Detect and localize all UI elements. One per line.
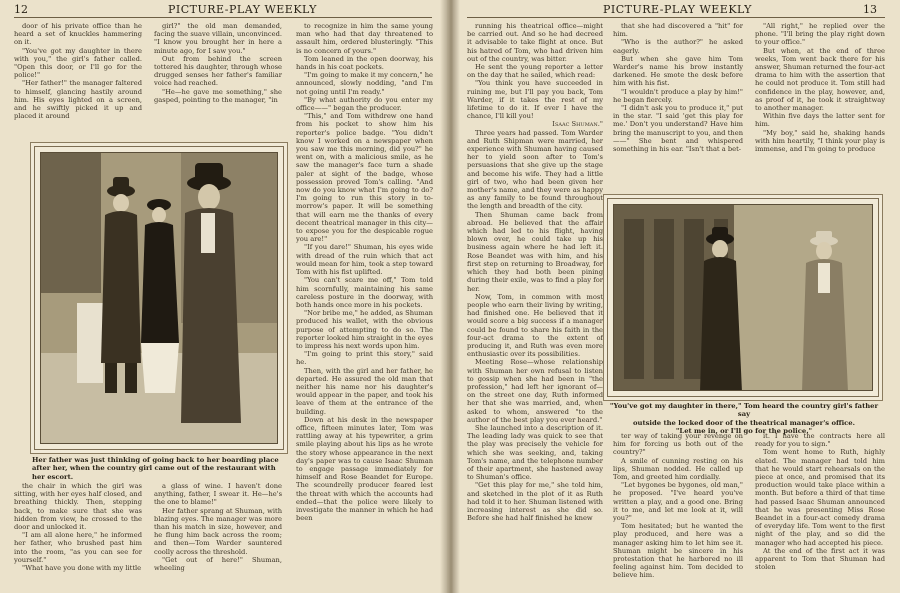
right-page-number: 13 — [863, 3, 877, 16]
left-page — [0, 0, 447, 593]
street-scene-image — [41, 153, 278, 444]
paragraph: "Her father!" the manager faltered to himself, glancing hastily around him. His eyes lighted on a screen, and he swiftly picked it up and placed it around — [14, 79, 142, 121]
paragraph: But when she gave him Tom Warder's name his brow instantly darkened. He smote the desk before him with his fist. — [613, 54, 743, 88]
paragraph: "I am all alone here," he informed her father, who brushed past him into the room, "as you can see for yourself." — [14, 531, 142, 564]
paragraph: "Nor bribe me," he added, as Shuman produced his wallet, with the obvious purpose of attempting to do so. The reporter looked him straight in the eyes to impress his next words upon him. — [296, 309, 433, 350]
right-caption-line3: "Let me in, or I'll go for the police." — [675, 427, 813, 436]
left-page-number: 12 — [14, 3, 28, 16]
left-running-head: PICTURE-PLAY WEEKLY — [168, 3, 317, 16]
left-photo-scene — [40, 152, 278, 444]
right-col1-text — [467, 22, 603, 593]
paragraph: "I'm going to print this story," said he. — [296, 350, 433, 367]
paragraph: "All right," he replied over the phone. "I'll bring the play right down to your office." — [755, 22, 885, 47]
book-gutter — [440, 0, 460, 593]
paragraph: "My boy," said he, shaking hands with him heartily, "I think your play is immense, and I'm going to produce — [755, 128, 885, 154]
paragraph: "You think you have succeeded in ruining me, but I'll pay you back, Tom Warder, if it takes the rest of my lifetime to do it. If ever I have the chance, I'll kill you! — [467, 79, 603, 121]
paragraph: She launched into a description of it. The leading lady was quick to see that the play was precisely the vehicle for which she was seeking, and, taking Tom's name, and the telephone number of their apartment, she hastened away to Shuman's office. — [467, 423, 603, 482]
paragraph: "He—he gave me something," she gasped, pointing to the manager, "in — [154, 87, 282, 104]
paragraph: "If you dare!" Shuman, his eyes wide with dread of the ruin which that act would mean for him, took a step toward Tom with his fist uplifted. — [296, 243, 433, 277]
paragraph: "What have you done with my little — [22, 564, 142, 573]
paragraph: A smile of cunning resting on his lips, Shuman nodded. He called up Tom, and greeted him cordially. — [613, 456, 743, 482]
paragraph: "I'm going to make it my concern," he announced, slowly nodding, "and I'm not going until I'm ready." — [296, 71, 433, 96]
right-col3-bottom-text — [755, 432, 885, 571]
paragraph: But when, at the end of three weeks, Tom went back there for his answer, Shuman returned the four-act drama to him with the assertion that he could not produce it. Tom still had confidence in the play, however, and, as proof of it, he took it straightway to another manager. — [755, 46, 885, 113]
paragraph: Now, Tom, in common with most people who earn their living by writing, had finished one. He believed that it would score a big success if a manager could be found to share his faith in the four-act drama to the extent of producing it, and Ruth was even more enthusiastic over its possibilities. — [467, 292, 603, 359]
right-running-head: PICTURE-PLAY WEEKLY — [603, 3, 752, 16]
right-page — [453, 0, 900, 593]
paragraph: a glass of wine. I haven't done anything, father, I swear it. He—he's the one to blame!" — [154, 482, 282, 507]
paragraph: Isaac Shuman." — [552, 120, 603, 129]
paragraph: Then, with the girl and her father, he departed. He assured the old man that neither his name nor his daughter's would appear in the paper, and took his leave of them at the entrance of the building. — [296, 366, 433, 416]
paragraph: At the end of the first act it was apparent to Tom that Shuman had stolen — [755, 546, 885, 572]
paragraph: girl?" the old man demanded, facing the suave villain, unconvinced. "I know you brought her in here a minute ago, for I saw you." — [154, 22, 282, 55]
left-col2-top-text — [154, 22, 282, 104]
paragraph: He sent the young reporter a letter on the day that he sailed, which read: — [467, 63, 603, 80]
left-col2-bottom-text — [154, 482, 282, 572]
right-head-rule — [467, 17, 885, 18]
left-illustration — [30, 142, 288, 454]
paragraph: the chair in which the girl was sitting, with her eyes half closed, and breathing thickly. Then, stepping back, to make sure that she was hidden from view, he crossed to the door and unlocked it. — [14, 482, 142, 532]
paragraph: ter way of taking your revenge on him for forcing us both out of the country?" — [613, 432, 743, 457]
paragraph: door of his private office than he heard a set of knuckles hammering on it. — [14, 22, 142, 47]
paragraph: Down at his desk in the newspaper office, fifteen minutes later, Tom was rattling away at his typewriter, a grim smile playing about his lips as he wrote the story whose appearance in the next day's paper was to cause Isaac Shuman to engage passage immediately for himself and Rose Beandet for Europe. The scoundrelly producer feared lest the threat with which the accounts had ended—that the police were likely to investigate the manner in which he had been — [296, 415, 433, 523]
right-col2-top-text — [613, 22, 743, 153]
right-caption-line2: outside the locked door of the theatrical manager's office. — [632, 418, 855, 427]
paragraph: running his theatrical office—might be carried out. And so he had decreed it advisable to take flight at once. But his hatred of Tom, who had driven him out of the country, was bitter. — [467, 22, 603, 63]
left-col1-top-text — [14, 22, 142, 120]
left-head-rule — [14, 17, 432, 18]
right-col2-bottom-text — [613, 432, 743, 580]
paragraph: to recognize in him the same young man who had that day threatened to assault him, ordered blusteringly. "This is no concern of yours." — [296, 22, 433, 55]
paragraph: Then Shuman came back from abroad. He believed that the affair which had led to his flight, having blown over, he could take up his business again where he had left it. Rose Beandet was with him, and his first step on returning to Broadway, for which they had both been pining during their exile, was to find a play for her. — [467, 210, 603, 293]
paragraph: Tom leaned in the open doorway, his hands in his coat pockets. — [296, 54, 433, 72]
paragraph: "Get out of here!" Shuman, wheeling — [154, 555, 282, 573]
paragraph: "I didn't ask you to produce it," put in the star. "I said 'get this play for me.' Don't you understand? Have him bring the manuscript to you, and then——" She bent and whispered something in his ear. "Isn't that a bet- — [613, 104, 743, 154]
paragraph: "I wouldn't produce a play by him!" he began fiercely. — [613, 87, 743, 104]
paragraph: that she had discovered a "hit" for him. — [613, 22, 743, 39]
right-col3-top-text — [755, 22, 885, 153]
left-col1-bottom-text — [14, 482, 142, 572]
paragraph: "This," and Tom withdrew one hand from his pocket to show him his reporter's police badge. "You didn't know I worked on a newspaper when you saw me this morning, did you?" he went on, with a malicious smile, as he saw the manager's face turn a shade paler at sight of the badge, whose possession proved Tom's calling. "And now do you know what I'm going to do? I'm going to run this story in to-morrow's paper. It will be something that will earn me the thanks of every decent theatrical manager in this city—to expose you for the despicable rogue you are!" — [296, 112, 433, 244]
paragraph: Tom went home to Ruth, highly elated. The manager had told him that he would start rehearsals on the piece at once, and promised that its production would take place within a month. But before a third of that time had passed Isaac Shuman announced that he was presenting Miss Rose Beandet in a four-act comedy drama of everyday life. Tom went to the first night of the play, and so did the manager who had accepted his piece. — [755, 448, 885, 547]
left-col3-text — [296, 22, 433, 593]
right-photo-caption — [603, 402, 885, 436]
paragraph: "Get this play for me," she told him, and sketched in the plot of it as Ruth had told it to her. Shuman listened with increasing interest as she did so. Before she had half finished he knew — [467, 481, 603, 523]
right-illustration — [603, 194, 883, 401]
right-caption-line1: "You've got my daughter in there," Tom heard the country girl's father say — [609, 402, 879, 419]
left-photo-caption: Her father was just thinking of going back to her boarding place after her, when the country girl came out of the restaurant with her escort. — [32, 456, 279, 481]
right-photo-scene — [613, 204, 873, 391]
paragraph: Meeting Rose—whose relationship with Shuman her own refusal to listen to gossip when she had been in "the profession," had left her ignorant of—on the street one day, Ruth informed her that she was married, and, when asked to whom, answered "to the author of the best play you ever heard." — [467, 358, 603, 424]
paragraph: Out from behind the screen tottered his daughter, through whose drugged senses her father's familiar voice had reached. — [154, 54, 282, 88]
paragraph: "By what authority do you enter my office——" began the producer. — [296, 95, 433, 113]
paragraph: "You can't scare me off," Tom told him scornfully, maintaining his same careless posture in the doorway, with both hands once more in his pockets. — [296, 276, 433, 309]
paragraph: "You've got my daughter in there with you," the girl's father called. "Open this door, or I'll go for the police!" — [14, 46, 142, 80]
paragraph: Within five days the latter sent for him. — [755, 112, 885, 129]
paragraph: Tom hesitated; but he wanted the play produced, and here was a manager asking him to let him see it. Shuman might be sincere in his protestation that he harbored no ill feeling against him. Tom decided to believe him. — [613, 522, 743, 580]
office-door-scene-image — [614, 205, 873, 391]
paragraph: Three years had passed. Tom Warder and Ruth Shipman were married, her experience with Shuman having caused her to yield soon after to Tom's persuasions that she give up the stage and become his wife. They had a little girl of two, who had been given her mother's name, and they were as happy as any family to be found throughout the length and breadth of the city. — [467, 128, 603, 211]
paragraph: "Let bygones be bygones, old man," he proposed. "I've heard you've written a play, and a good one. Bring it to me, and let me look at it, will you?" — [613, 481, 743, 523]
paragraph: it. I have the contracts here all ready for you to sign." — [755, 432, 885, 449]
paragraph: Her father sprang at Shuman, with blazing eyes. The manager was more than his match in size, however, and he flung him back across the room; and then—Tom Warder sauntered coolly across the threshold. — [154, 506, 282, 556]
paragraph: "Who is the author?" he asked eagerly. — [613, 38, 743, 55]
